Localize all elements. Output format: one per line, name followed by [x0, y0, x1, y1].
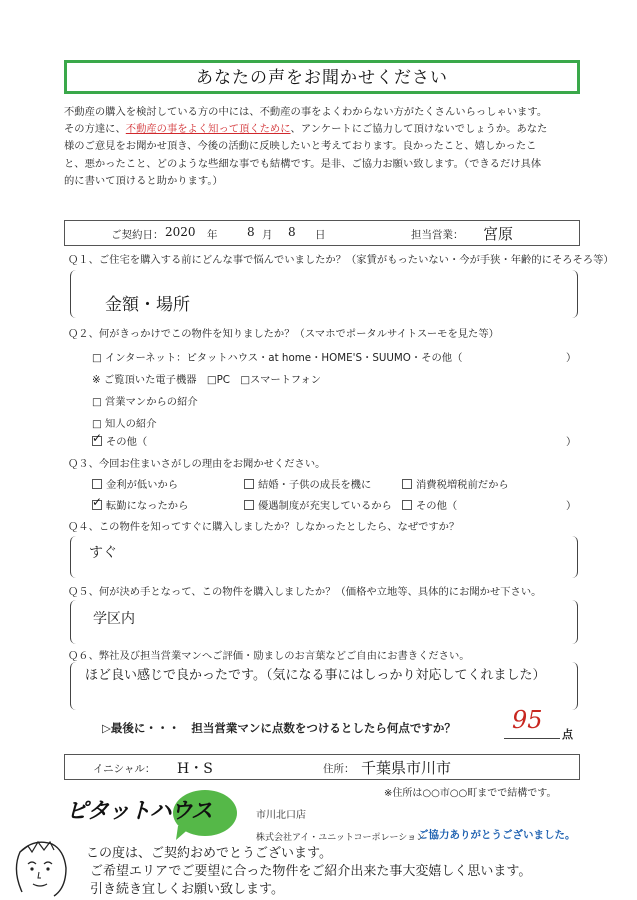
q3-option-other[interactable] [402, 497, 457, 512]
contract-date-label: ご契約日： [111, 229, 164, 241]
q3-tax-checkbox[interactable] [402, 479, 412, 489]
q2-other-checkbox[interactable] [92, 431, 103, 446]
score-prompt: ▷最後に・・・ 担当営業マンに点数をつけるとしたら何点ですか？ [102, 721, 456, 735]
q3-transfer-checkbox[interactable] [92, 495, 103, 510]
check-mark-icon: ✓ [92, 495, 103, 509]
q5-text: Ｑ５、何が決め手となって、この物件を購入しましたか？（価格や立地等、具体的にお聞かせ下さい。 [68, 586, 542, 598]
q3-option-transfer[interactable] [92, 497, 188, 512]
intro-line-2 [64, 121, 584, 138]
address-note: ※住所は○○市○○町までで結構です。 [384, 788, 557, 799]
q2-option-device[interactable]: ※ ご覧頂いた電子機器 □PC □スマートフォン [92, 374, 322, 386]
intro-line-3: 様のご意見をお聞かせ頂き、今後の活動に反映したいと考えております。良かったこと、嬉しかったこ [64, 140, 537, 153]
contract-month-value[interactable]: 8 [247, 225, 255, 239]
q2-option-sales[interactable]: □ 営業マンからの紹介 [92, 396, 198, 408]
initial-label: イニシャル： [93, 763, 156, 775]
check-mark-icon: ✓ [92, 431, 103, 445]
q3-other-checkbox[interactable] [402, 500, 412, 510]
q3-option-marriage[interactable] [244, 476, 371, 491]
q3-option-benefit[interactable] [244, 497, 392, 512]
initial-value[interactable]: H・S [177, 761, 213, 777]
contract-month-label: 月 [262, 229, 273, 241]
q3-close-paren: ） [566, 500, 577, 512]
q3-transfer-label: 転勤になったから [106, 500, 189, 512]
staff-value[interactable]: 宮原 [483, 225, 514, 243]
q3-marriage-label: 結婚・子供の成長を機に [258, 479, 372, 491]
q2-close-paren-2: ） [566, 436, 577, 448]
q3-text: Ｑ３、今回お住まいさがしの理由をお聞かせください。 [68, 458, 326, 470]
corporation-name: 株式会社アイ・ユニットコーポレーション [256, 833, 426, 843]
staff-face-drawing [4, 830, 84, 900]
address-value[interactable]: 千葉県市川市 [361, 759, 452, 777]
staff-message-line-2: ご希望エリアでご要望に合った物件をご紹介出来た事大変嬉しく思います。 [90, 864, 532, 879]
contract-row [64, 220, 580, 246]
q6-text: Ｑ６、弊社及び担当営業マンへご評価・励ましのお言葉などご自由にお書きください。 [68, 650, 470, 662]
score-underline [504, 738, 560, 739]
intro-line-5: 的に書いて頂けると助かります。） [64, 174, 223, 187]
q6-answer: ほど良い感じで良かったです。（気になる事にはしっかり対応してくれました） [85, 668, 546, 683]
q4-answer: すぐ [89, 545, 117, 561]
contract-year-label: 年 [207, 229, 218, 241]
contract-day-value[interactable]: 8 [288, 225, 296, 239]
score-value[interactable]: 95 [512, 706, 543, 734]
contract-day-label: 日 [315, 229, 326, 241]
q1-text: Ｑ１、ご住宅を購入する前にどんな事で悩んでいましたか？（家賃がもったいない・今が手狭・年齢的にそろそろ等） [68, 254, 614, 266]
q6-answer-box[interactable] [70, 662, 578, 710]
initial-row [64, 754, 580, 780]
staff-label: 担当営業： [411, 229, 464, 241]
q2-close-paren-1: ） [566, 352, 577, 364]
q3-marriage-checkbox[interactable] [244, 479, 254, 489]
contract-year-value[interactable]: 2020 [165, 225, 196, 239]
speech-tail-icon [176, 826, 196, 842]
intro-line-4: と、悪かったこと、どのような些細な事でも結構です。是非、ご協力お願い致します。（できるだけ具体 [64, 157, 542, 170]
staff-message-line-1: この度は、ご契約おめでとうございます。 [86, 846, 332, 861]
company-logo: ピタットハウス [66, 799, 212, 824]
q3-interest-checkbox[interactable] [92, 479, 102, 489]
q2-option-friend[interactable]: □ 知人の紹介 [92, 418, 157, 430]
intro-line-1: 不動産の購入を検討している方の中には、不動産の事をよくわからない方がたくさんいらっしゃいます。 [64, 106, 548, 118]
q3-benefit-checkbox[interactable] [244, 500, 254, 510]
q3-interest-label: 金利が低いから [106, 479, 179, 491]
q1-answer: 金額・場所 [105, 295, 190, 315]
q1-answer-box[interactable] [70, 270, 578, 318]
q2-option-internet[interactable]: □ インターネット：ピタットハウス・at home・HOME'S・SUUMO・その他（ [92, 352, 463, 364]
intro-line-2-pre: その方達に、 [64, 123, 126, 136]
q3-benefit-label: 優遇制度が充実しているから [258, 500, 392, 512]
q2-other-label: その他（ [106, 436, 148, 448]
q3-tax-label: 消費税増税前だから [416, 479, 509, 491]
q3-option-tax[interactable] [402, 476, 509, 491]
intro-highlight: 不動産の事をよく知って頂くために [125, 123, 291, 136]
q4-text: Ｑ４、この物件を知ってすぐに購入しましたか？しなかったとしたら、なぜですか？ [68, 521, 460, 533]
q5-answer-box[interactable] [70, 600, 578, 644]
intro-line-2-post: 、アンケートにご協力して頂けないでしょうか。あなた [290, 123, 548, 136]
thanks-message: ご協力ありがとうございました。 [418, 829, 576, 841]
q5-answer: 学区内 [93, 611, 135, 627]
intro-text [64, 104, 584, 190]
address-label: 住所： [323, 763, 355, 775]
store-name: 市川北口店 [256, 810, 306, 821]
q4-answer-box[interactable] [70, 536, 578, 578]
page-title: あなたの声をお聞かせください [64, 60, 580, 94]
q3-option-interest[interactable] [92, 476, 178, 491]
q2-option-other[interactable] [92, 433, 147, 448]
score-unit: 点 [562, 728, 573, 741]
staff-message-line-3: 引き続き宜しくお願い致します。 [90, 882, 284, 897]
q3-other-label: その他（ [416, 500, 458, 512]
q2-text: Ｑ２、何がきっかけでこの物件を知りましたか？（スマホでポータルサイトスーモを見た等） [68, 328, 499, 340]
